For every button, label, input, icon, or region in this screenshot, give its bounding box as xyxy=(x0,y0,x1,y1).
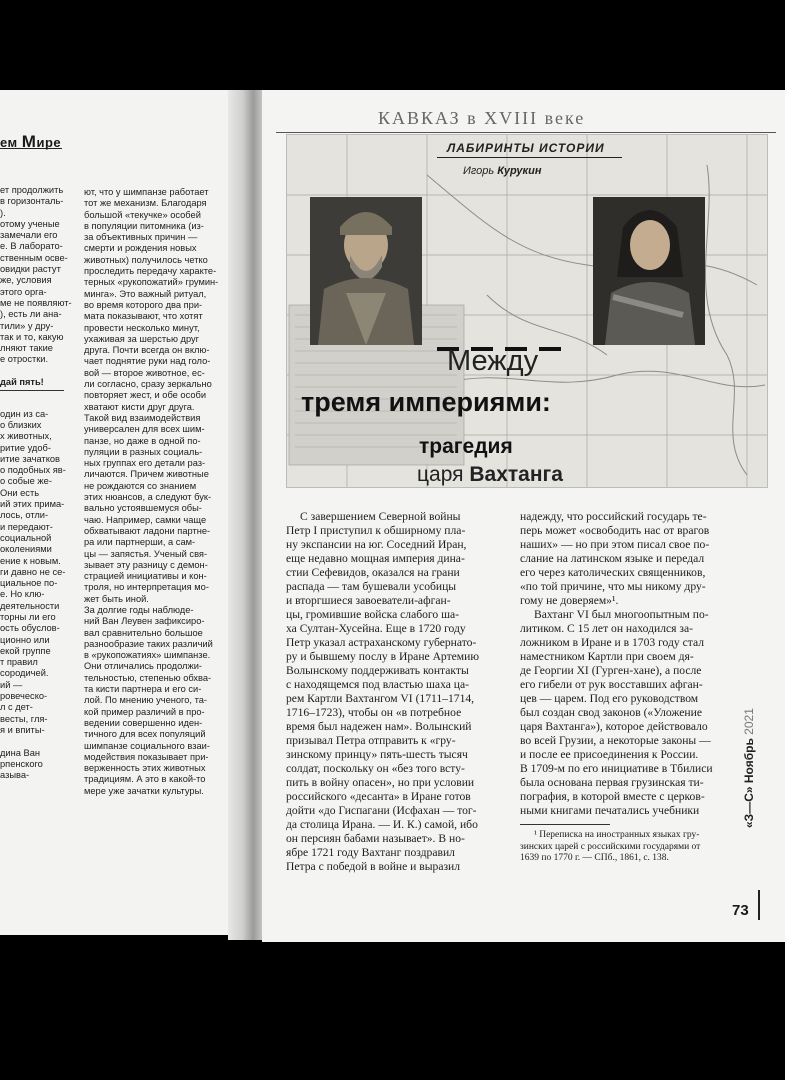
text-line: мата показывают, что хотят xyxy=(84,311,203,322)
text-line: и после ее присоединения к России. xyxy=(520,748,699,761)
text-line: гому не доверяем»¹. xyxy=(520,594,619,607)
text-line: о собые же- xyxy=(0,476,52,487)
text-line: дина Ван xyxy=(0,747,41,758)
text-line: смерти и рождения новых xyxy=(84,243,197,254)
text-line: пуляции в разных социаль- xyxy=(84,446,203,457)
running-footer xyxy=(742,708,756,828)
text-line: ритие удоб- xyxy=(0,442,51,453)
author-first-name: Игорь xyxy=(463,165,498,177)
text-line: ость обуслов- xyxy=(0,623,60,634)
text-line: солдат, поскольку он «без того всту- xyxy=(286,762,465,775)
text-line: екой группе xyxy=(0,645,51,656)
text-line: я и впиты- xyxy=(0,724,45,735)
text-line: страцией инициативы и кон- xyxy=(84,571,207,582)
text-line: провести несколько минут, xyxy=(84,322,200,333)
text-line: овидки растут xyxy=(0,264,61,275)
text-line: т правил xyxy=(0,657,38,668)
text-line: тот же механизм. Благодаря xyxy=(84,198,207,209)
left-page xyxy=(0,90,238,935)
text-line: наместником Картли при своем дя- xyxy=(520,650,694,663)
header-rule xyxy=(276,132,776,133)
text-line: лняют такие xyxy=(0,343,53,354)
text-line: е. Но клю- xyxy=(0,589,45,600)
left-column-1 xyxy=(0,185,70,781)
text-line: ухаживая за шерстью друг xyxy=(84,333,200,344)
text-line: ). xyxy=(0,207,6,218)
title-dashes xyxy=(437,338,577,344)
text-line: итие зачатков xyxy=(0,453,60,464)
text-line: литиком. С 15 лет он находился за- xyxy=(520,622,693,635)
left-rubric-underline xyxy=(0,148,62,149)
footnote-rule xyxy=(520,824,610,825)
text-line: ра или партнерши, а сам- xyxy=(84,537,196,548)
text-line: животных) получилось четко xyxy=(84,254,208,265)
text-line: большой «текучке» особей xyxy=(84,209,201,220)
text-line: так и то, какую xyxy=(0,331,64,342)
text-line: друга. Почти всегда он вклю- xyxy=(84,345,210,356)
text-line: кой пример различий в про- xyxy=(84,706,205,717)
text-line: х животных, xyxy=(0,431,52,442)
text-line: время был надежен нам». Волынский xyxy=(286,720,472,733)
text-line: в популяции питомника (из- xyxy=(84,220,204,231)
left-rubric-prefix: ем xyxy=(0,135,22,150)
text-line: азыва- xyxy=(0,770,30,781)
text-line: личаются. Причем животные xyxy=(84,469,209,480)
text-line: мере уже зачатки культуры. xyxy=(84,785,204,796)
text-line: о подобных яв- xyxy=(0,465,66,476)
text-line: ли согласно, сразу зеркально xyxy=(84,379,212,390)
text-line: этих нюансов, а следуют бук- xyxy=(84,492,212,503)
magazine-issue: «З—С» Ноябрь xyxy=(742,738,756,828)
title-line-3: трагедия xyxy=(419,435,513,458)
right-page xyxy=(262,90,785,942)
text-line: этого орга- xyxy=(0,286,47,297)
text-line: лось, отли- xyxy=(0,510,49,521)
text-line: во всей Грузии, а некоторые законы — xyxy=(520,734,711,747)
text-line: один из са- xyxy=(0,408,49,419)
text-line: ционно или xyxy=(0,634,50,645)
section-rule xyxy=(0,390,64,391)
text-line: 1716–1723), чтобы он «в потребное xyxy=(286,706,462,719)
text-line: о близких xyxy=(0,419,42,430)
text-line: модействия показывает при- xyxy=(84,751,209,762)
text-line: его гибели от рук восставших афган- xyxy=(520,678,703,691)
title-line-2: тремя империями: xyxy=(301,387,551,417)
text-line: е отростки. xyxy=(0,354,49,365)
text-line: социальной xyxy=(0,532,52,543)
article-column-1 xyxy=(286,510,516,874)
text-line: лой. По мнению ученого, та- xyxy=(84,695,207,706)
text-line: с находящемся под властью шаха ца- xyxy=(286,678,469,691)
text-line: дойти «до Гиспагани (Исфахан — тог- xyxy=(286,804,477,817)
text-line: ну экспансии на юг. Соседний Иран, xyxy=(286,538,467,551)
text-line: зинскому принцу» пять-шесть тысяч xyxy=(286,748,468,761)
text-line: ведении совершенно иден- xyxy=(84,717,203,728)
text-line: надежду, что российский государь те- xyxy=(520,510,707,523)
text-line: жет быть иной. xyxy=(84,593,149,604)
text-line: ение к новым. xyxy=(0,555,61,566)
text-line: сородичей. xyxy=(0,668,49,679)
text-line: цев — царем. Под его руководством xyxy=(520,692,699,705)
text-line xyxy=(0,397,70,408)
text-line: вально устоявшемуся обы- xyxy=(84,503,202,514)
text-line: цы, громившие войска слабого ша- xyxy=(286,608,460,621)
text-line: ют, что у шимпанзе работает xyxy=(84,187,209,197)
page-number: 73 xyxy=(732,902,749,919)
text-line: рпенского xyxy=(0,758,43,769)
text-line: Такой вид взаимодействия xyxy=(84,412,201,423)
text-line: циальное по- xyxy=(0,578,58,589)
text-line: ровеческо- xyxy=(0,691,48,702)
footnote-line: зинских царей с российскими государями от xyxy=(520,841,701,852)
text-line: цы — запястья. Ученый свя- xyxy=(84,548,208,559)
text-line xyxy=(0,736,70,747)
text-line: он персиян бабами называет». В но- xyxy=(286,832,465,845)
text-line: и вторгшиеся завоеватели-афган- xyxy=(286,594,451,607)
title-line-4-name: Вахтанга xyxy=(469,463,563,486)
text-line: замечали его xyxy=(0,230,58,241)
text-line: дай пять! xyxy=(0,377,44,388)
text-line: рем Картли Вахтангом VI (1711–1714, xyxy=(286,692,475,705)
footnote-line: 1639 по 1770 г. — СПб., 1861, с. 138. xyxy=(520,853,669,863)
text-line: ха Султан-Хусейна. Еще в 1720 году xyxy=(286,622,466,635)
text-line: был создан свод законов («Уложение xyxy=(520,706,702,719)
text-line: л с дет- xyxy=(0,702,33,713)
text-line: ственным осве- xyxy=(0,252,68,263)
portrait-king-icon xyxy=(310,197,422,345)
text-line: во время которого два при- xyxy=(84,299,203,310)
text-line: в горизонталь- xyxy=(0,196,64,207)
text-line: торны ли его xyxy=(0,611,56,622)
text-line: стии Сефевидов, оказался на грани xyxy=(286,566,460,579)
portrait-peter xyxy=(593,197,705,345)
text-line: е. В лаборато- xyxy=(0,241,63,252)
text-line: ий — xyxy=(0,679,23,690)
rubric-top: КАВКАЗ в XVIII веке xyxy=(378,108,586,128)
text-line: ), есть ли ана- xyxy=(0,309,62,320)
text-line: разнообразие таких различий xyxy=(84,638,213,649)
text-line: не рождаются со знанием xyxy=(84,480,197,491)
left-rubric xyxy=(0,132,61,152)
text-line: ных группах его детали раз- xyxy=(84,458,206,469)
text-line: призывал Петра отправить к «гру- xyxy=(286,734,456,747)
text-line: В 1709-м по его инициативе в Тбилиси xyxy=(520,762,713,775)
issue-year: 2021 xyxy=(742,708,756,735)
text-line: отому ученые xyxy=(0,218,60,229)
text-line: ий этих прима- xyxy=(0,499,65,510)
text-line: тичного для всех популяций xyxy=(84,729,206,740)
text-line: панзе, но даже в одной по- xyxy=(84,435,201,446)
text-line: еще недавно мощная империя дина- xyxy=(286,552,465,565)
text-line: ложником в Иране и в 1703 году стал xyxy=(520,636,704,649)
left-rubric-rest: ире xyxy=(36,135,62,150)
article-column-2 xyxy=(520,510,754,865)
text-line: повторяет жест, и обе особи xyxy=(84,390,207,401)
title-line-4-prefix: царя xyxy=(417,463,470,486)
text-line: та кисти партнера и его си- xyxy=(84,684,202,695)
text-line: перь может «освободить нас от врагов xyxy=(520,524,710,537)
author-last-name: Курукин xyxy=(497,165,542,177)
text-line: ру и бывшему послу в Иране Артемию xyxy=(286,650,479,663)
text-line: минга». Это важный ритуал, xyxy=(84,288,207,299)
portrait-vakhtang xyxy=(310,197,422,345)
text-line: да столица Ирана. — И. К.) самой, ибо xyxy=(286,818,478,831)
text-line: Петр I приступил к обширному пла- xyxy=(286,524,466,537)
left-column-2 xyxy=(84,187,234,797)
text-line: наших» — но при этом писал свое по- xyxy=(520,538,710,551)
text-line: чаю. Например, самки чаще xyxy=(84,514,207,525)
text-line: Волынскому поддерживать контакты xyxy=(286,664,469,677)
text-line: шимпанзе социального взаи- xyxy=(84,740,210,751)
text-line: ет продолжить xyxy=(0,185,64,195)
text-line: тельностью, степенью обхва- xyxy=(84,672,212,683)
text-line: Они отличались продолжи- xyxy=(84,661,202,672)
text-line: Петра с победой в войне и выразил xyxy=(286,860,461,873)
text-line: околениями xyxy=(0,544,52,555)
text-line: распада — там бушевали усобицы xyxy=(286,580,457,593)
text-line: весты, гля- xyxy=(0,713,48,724)
title-illustration xyxy=(286,134,768,488)
text-line: Они есть xyxy=(0,487,40,498)
text-line: пить в войну опасен», но при условии xyxy=(286,776,475,789)
text-line: царя Вахтанга»), которое действовало xyxy=(520,720,708,733)
text-line: «по той причине, что мы никому дру- xyxy=(520,580,706,593)
text-line: проследить передачу характе- xyxy=(84,266,217,277)
text-line: была основана первая грузинская ти- xyxy=(520,776,704,789)
text-line: За долгие годы наблюде- xyxy=(84,604,194,615)
text-line: и передают- xyxy=(0,521,53,532)
text-line: за объективных причин — xyxy=(84,232,198,243)
text-line: слание на латинском языке и передал xyxy=(520,552,705,565)
author-byline xyxy=(463,165,541,177)
text-line: ме не появляют- xyxy=(0,297,72,308)
text-line: его через католических священников, xyxy=(520,566,706,579)
series-heading: ЛАБИРИНТЫ ИСТОРИИ xyxy=(447,141,605,155)
title-line-4 xyxy=(417,463,563,487)
text-line: ябре 1721 году Вахтанг поздравил xyxy=(286,846,455,859)
text-line: С завершением Северной войны xyxy=(300,510,461,523)
text-line: в «рукопожатиях» шимпанзе. xyxy=(84,650,211,661)
page-number-bar xyxy=(758,890,760,920)
text-line: вал сравнительно большое xyxy=(84,627,203,638)
text-line: ги давно не се- xyxy=(0,566,66,577)
series-underline xyxy=(437,157,622,158)
text-line: зывает эту разницу с демон- xyxy=(84,559,208,570)
text-line: вой — второе животное, ес- xyxy=(84,367,205,378)
title-line-1: Между xyxy=(447,345,539,377)
text-line: чает поднятие руки над голо- xyxy=(84,356,211,367)
text-line: традициям. А это в какой-то xyxy=(84,774,206,785)
text-line: российского «десанта» в Иране готов xyxy=(286,790,471,803)
text-line: терных «рукопожатий» грумин- xyxy=(84,277,219,288)
text-line: пография, в которой вместе с церков- xyxy=(520,790,705,803)
text-line: Петр указал астраханскому губернато- xyxy=(286,636,477,649)
portrait-emperor-icon xyxy=(593,197,705,345)
text-line: ний Ван Леувен зафиксиро- xyxy=(84,616,205,627)
text-line: Вахтанг VI был многоопытным по- xyxy=(534,608,709,621)
left-rubric-initial: М xyxy=(21,132,37,151)
text-line: деятельности xyxy=(0,600,60,611)
text-line: же, условия xyxy=(0,275,52,286)
text-line: верженность этих животных xyxy=(84,763,206,774)
text-line: универсален для всех шим- xyxy=(84,424,205,435)
text-line: тили» у дру- xyxy=(0,320,54,331)
text-line: троля, но интерпретация мо- xyxy=(84,582,209,593)
text-line: де Георгии XI (Гурген-хане), а после xyxy=(520,664,702,677)
footnote-line: ¹ Переписка на иностранных языках гру- xyxy=(534,830,700,840)
text-line xyxy=(0,366,70,377)
text-line: обхватывают ладони партне- xyxy=(84,525,211,536)
text-line: ными книгами печатались учебники xyxy=(520,804,700,817)
text-line: хватают кисти друг друга. xyxy=(84,401,195,412)
